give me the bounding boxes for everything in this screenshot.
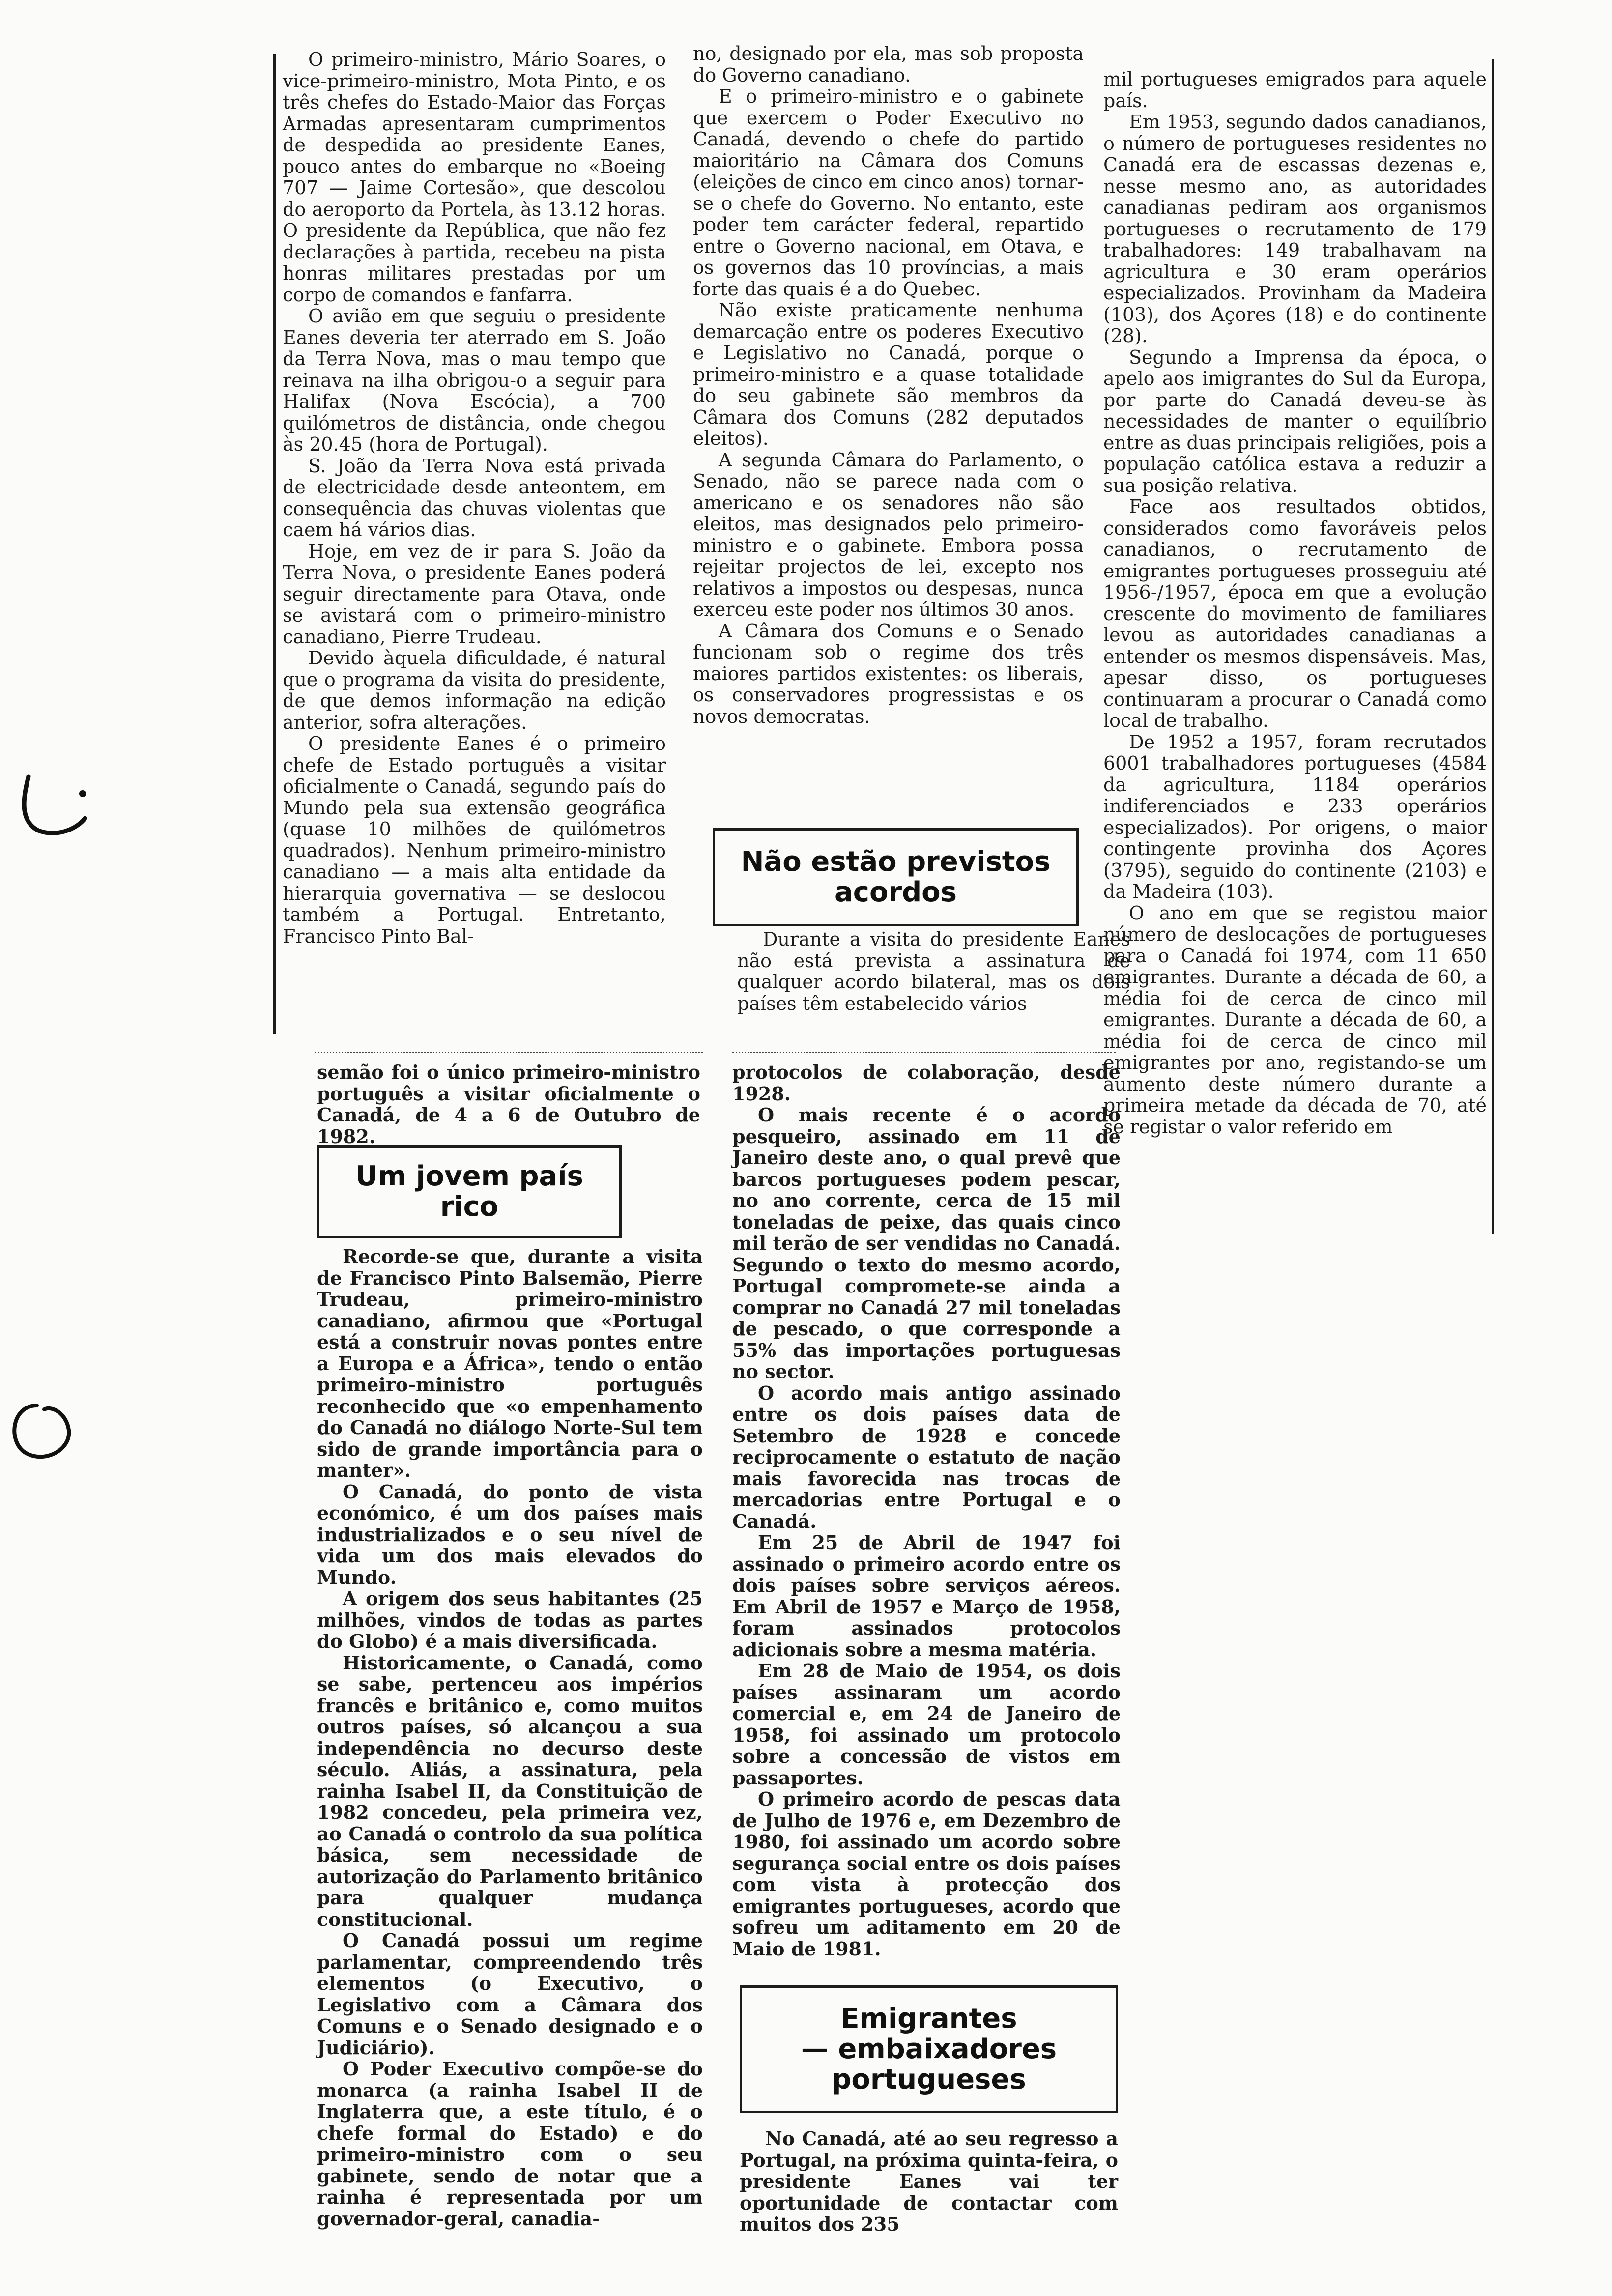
paragraph: O ano em que se registou maior número de deslocações de portugueses para o Canadá foi 1974, com 11 650 emigrantes. Durante a década de 60, a média foi de cerca de cinco mil emigrantes. Durante a década de 60, a média foi de cerca de cinco mil emigrantes por ano, registando-se um aumento deste número durante a primeira metade da década de 70, até se registar o valor referido em — [1103, 902, 1487, 1138]
separator — [315, 1052, 703, 1055]
paragraph: Historicamente, o Canadá, como se sabe, pertenceu aos impérios francês e britânico e, como muitos outros países, só alcançou a sua independência no decurso deste século. Aliás, a assinatura, pela rainha Isabel II, da Constituição de 1982 concedeu, pela primeira vez, ao Canadá o controlo da sua política básica, sem necessidade de autorização do Parlamento britânico para qualquer mudança constitucional. — [317, 1651, 703, 1930]
paragraph: O Poder Executivo compõe-se do monarca (a rainha Isabel II de Inglaterra que, a este título, é o chefe formal do Estado) e do primeiro-ministro com o seu gabinete, sendo de notar que a rainha é representada por um governador-geral, canadia- — [317, 2058, 703, 2230]
paragraph: O primeiro acordo de pescas data de Julho de 1976 e, em Dezembro de 1980, foi assinado um acordo sobre segurança social entre os dois países com vista à protecção dos emigrantes portugueses, acordo que sofreu um aditamento em 20 de Maio de 1981. — [732, 1788, 1121, 1960]
paragraph: O primeiro-ministro, Mário Soares, o vice-primeiro-ministro, Mota Pinto, e os três chefes do Estado-Maior das Forças Armadas apresentaram cumprimentos de despedida ao presidente Eanes, pouco antes do embarque no «Boeing 707 — Jaime Cortesão», que descolou do aeroporto da Portela, às 13.12 horas. O presidente da República, que não fez declarações à partida, recebeu na pista honras militares prestadas por um corpo de comandos e fanfarra. — [283, 49, 666, 306]
subheading-line: acordos — [835, 876, 957, 908]
article-column-2b — [737, 929, 1130, 1014]
article-column-4 — [317, 1246, 703, 2229]
paragraph: O acordo mais antigo assinado entre os dois países data de Setembro de 1928 e concede reciprocamente o estatuto de nação mais favorecida nas trocas de mercadorias entre Portugal e o Canadá. — [732, 1381, 1121, 1532]
paragraph: Durante a visita do presidente Eanes não está prevista a assinatura de qualquer acordo bilateral, mas os dois países têm estabelecido vários — [737, 928, 1130, 1014]
article-column-1 — [283, 49, 666, 947]
subheading-line: portugueses — [832, 2064, 1026, 2095]
article-column-5 — [732, 1062, 1121, 1959]
subheading-acordos — [713, 828, 1079, 926]
paragraph: A Câmara dos Comuns e o Senado funcionam sob o regime dos três maiores partidos existentes: os liberais, os conservadores progressistas e os novos democratas. — [693, 620, 1084, 727]
paragraph: O avião em que seguiu o presidente Eanes deveria ter aterrado em S. João da Terra Nova, mas o mau tempo que reinava na ilha obrigou-o a seguir para Halifax (Nova Escócia), a 700 quilómetros de distância, onde chegou às 20.45 (hora de Portugal). — [283, 305, 666, 455]
paragraph: Em 25 de Abril de 1947 foi assinado o primeiro acordo entre os dois países sobre serviços aéreos. Em Abril de 1957 e Março de 1958, foram assinados protocolos adicionais sobre a mesma matéria. — [732, 1531, 1121, 1661]
paragraph: mil portugueses emigrados para aquele país. — [1103, 68, 1487, 112]
subheading-emigrantes — [740, 1985, 1118, 2113]
subheading-line: rico — [440, 1191, 499, 1223]
paragraph: Em 28 de Maio de 1954, os dois países assinaram um acordo comercial e, em 24 de Janeiro de 1958, foi assinado um protocolo sobre a concessão de vistos em passaportes. — [732, 1660, 1121, 1789]
paragraph: A segunda Câmara do Parlamento, o Senado, não se parece nada com o americano e os senadores não são eleitos, mas designados pelo primeiro-ministro e o gabinete. Embora possa rejeitar projectos de lei, excepto nos relativos a impostos ou despesas, nunca exerceu este poder nos últimos 30 anos. — [693, 449, 1084, 620]
handwritten-mark-hook — [9, 767, 92, 845]
article-column-5b — [740, 2128, 1118, 2235]
paragraph: Recorde-se que, durante a visita de Francisco Pinto Balsemão, Pierre Trudeau, primeiro-ministro canadiano, afirmou que «Portugal está a construir novas pontes entre a Europa e a África», tendo o então primeiro-ministro português reconhecido que «o empenhamento do Canadá no diálogo Norte-Sul tem sido de grande importância para o manter». — [317, 1245, 703, 1481]
paragraph: O Canadá, do ponto de vista económico, é um dos países mais industrializados e o seu nível de vida um dos mais elevados do Mundo. — [317, 1480, 703, 1588]
paragraph: E o primeiro-ministro e o gabinete que exercem o Poder Executivo no Canadá, devendo o chefe do partido maioritário na Câmara dos Comuns (eleições de cinco em cinco anos) tornar-se o chefe do Governo. No entanto, este poder tem carácter federal, repartido entre o Governo nacional, em Otava, e os governos das 10 províncias, a mais forte das quais é a do Quebec. — [693, 86, 1084, 300]
paragraph: semão foi o único primeiro-ministro português a visitar oficialmente o Canadá, de 4 a 6 de Outubro de 1982. — [317, 1061, 700, 1148]
article-column-1b — [317, 1062, 700, 1147]
paragraph: A origem dos seus habitantes (25 milhões, vindos de todas as partes do Globo) é a mais diversificada. — [317, 1587, 703, 1652]
article-column-2 — [693, 43, 1084, 727]
paragraph: Em 1953, segundo dados canadianos, o número de portugueses residentes no Canadá era de escassas dezenas e, nesse mesmo ano, as autoridades canadianas pediram aos organismos portugueses o recrutamento de 179 trabalhadores: 149 trabalhavam na agricultura e 30 eram operários especializados. Provinham da Madeira (103), dos Açores (18) e do continente (28). — [1103, 111, 1487, 346]
paragraph: no, designado por ela, mas sob proposta do Governo canadiano. — [693, 43, 1084, 86]
handwritten-mark-circle — [2, 1396, 81, 1469]
paragraph: Não existe praticamente nenhuma demarcação entre os poderes Executivo e Legislativo no Canadá, porque o primeiro-ministro e a quase totalidade do seu gabinete são membros da Câmara dos Comuns (282 deputados eleitos). — [693, 299, 1084, 449]
article-column-3 — [1103, 69, 1487, 1138]
paragraph: O presidente Eanes é o primeiro chefe de Estado português a visitar oficialmente o Canadá, segundo país do Mundo pela sua extensão geográfica (quase 10 milhões de quilómetros quadrados). Nenhum primeiro-ministro canadiano — a mais alta entidade da hierarquia governativa — se deslocou também a Portugal. Entretanto, Francisco Pinto Bal- — [283, 733, 666, 947]
subheading-line: Não estão previstos — [741, 846, 1051, 878]
subheading-jovem-pais — [317, 1145, 622, 1238]
separator — [732, 1052, 1116, 1055]
paragraph: protocolos de colaboração, desde 1928. — [732, 1061, 1121, 1105]
paragraph: No Canadá, até ao seu regresso a Portugal, na próxima quinta-feira, o presidente Eanes vai ter oportunidade de contactar com muitos dos 235 — [740, 2127, 1118, 2235]
column-rule-right — [1492, 59, 1494, 1234]
paragraph: O Canadá possui um regime parlamentar, compreendendo três elementos (o Executivo, o Legislativo com a Câmara dos Comuns e o Senado designado e o Judiciário). — [317, 1929, 703, 2059]
paragraph: O mais recente é o acordo pesqueiro, assinado em 11 de Janeiro deste ano, o qual prevê que barcos portugueses podem pescar, no ano corrente, cerca de 15 mil toneladas de peixe, das quais cinco mil terão de ser vendidas no Canadá. Segundo o texto do mesmo acordo, Portugal compromete-se ainda a comprar no Canadá 27 mil toneladas de pescado, o que corresponde a 55% das importações portuguesas no sector. — [732, 1104, 1121, 1382]
column-rule-left — [273, 54, 276, 1034]
subheading-line: Emigrantes — [840, 2003, 1017, 2035]
paragraph: Hoje, em vez de ir para S. João da Terra Nova, o presidente Eanes poderá seguir directamente para Otava, onde se avistará com o primeiro-ministro canadiano, Pierre Trudeau. — [283, 540, 666, 648]
subheading-line: — embaixadores — [801, 2033, 1057, 2065]
paragraph: Devido àquela dificuldade, é natural que o programa da visita do presidente, de que demos informação na edição anterior, sofra alterações. — [283, 647, 666, 733]
paragraph: Face aos resultados obtidos, considerados como favoráveis pelos canadianos, o recrutamento de emigrantes portugueses prosseguiu até 1956-/1957, época em que a evolução crescente do movimento de familiares levou as autoridades canadianas a entender os mesmos dispensáveis. Mas, apesar disso, os portugueses continuaram a procurar o Canadá como local de trabalho. — [1103, 496, 1487, 731]
paragraph: Segundo a Imprensa da época, o apelo aos imigrantes do Sul da Europa, por parte do Canadá deveu-se às necessidades de manter o equilíbrio entre as duas principais religiões, pois a população católica estava a reduzir a sua posição relativa. — [1103, 346, 1487, 496]
paragraph: S. João da Terra Nova está privada de electricidade desde anteontem, em consequência das chuvas violentas que caem há vários dias. — [283, 455, 666, 541]
paragraph: De 1952 a 1957, foram recrutados 6001 trabalhadores portugueses (4584 da agricultura, 1184 operários indiferenciados e 233 operários especializados). Por origens, o maior contingente provinha dos Açores (3795), seguido do continente (2103) e da Madeira (103). — [1103, 731, 1487, 902]
subheading-line: Um jovem país — [355, 1160, 583, 1192]
